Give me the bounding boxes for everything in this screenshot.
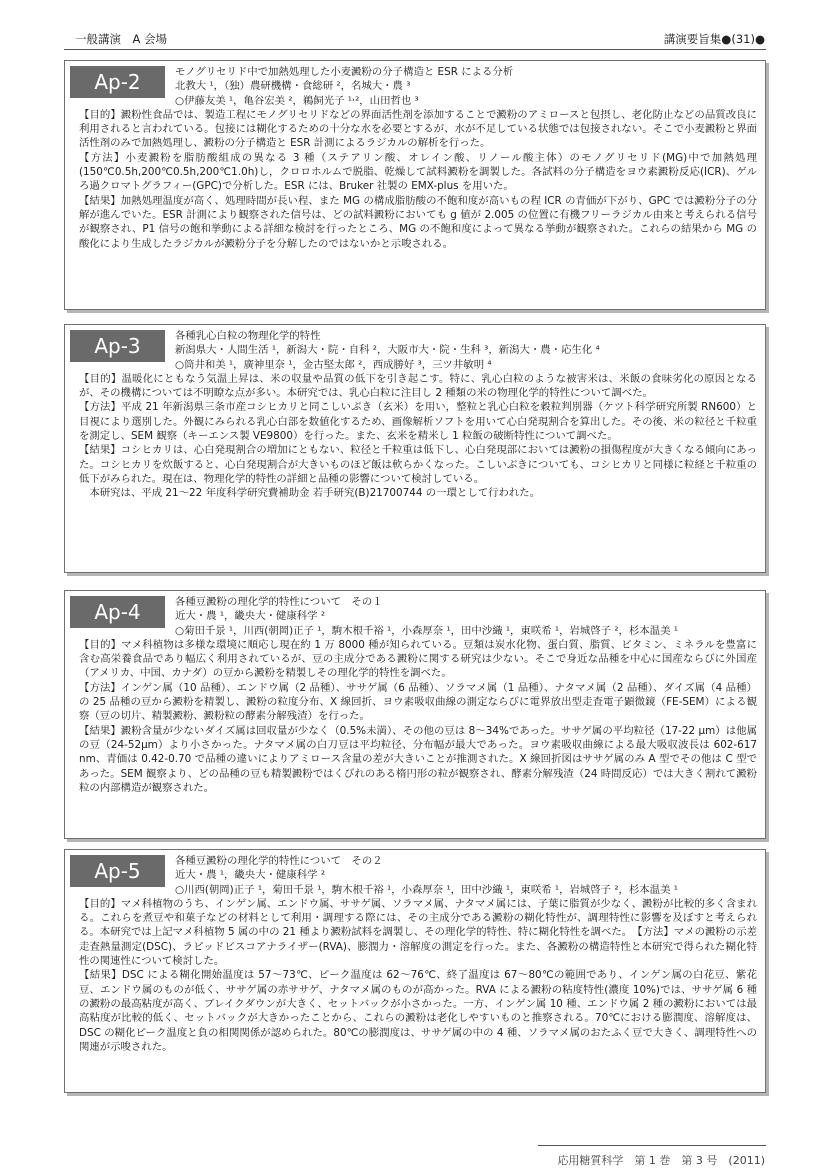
abstract-affiliations: 近大・農 ¹，畿央大・健康科学 ² [175, 869, 326, 882]
header-session: 一般講演 A 会場 [75, 32, 168, 46]
abstract-purpose-methods: 【目的】マメ科植物のうち、インゲン属、エンドウ属、ササゲ属、ソラマメ属、ナタマメ属には、子葉に脂質が少なく、澱粉が比較的多く含まれる。これらを煮豆や和菓子などの材料として利用・調理する際には、その主成分である澱粉の糊化特性が、調理特性に影響を及ぼすと考えられる。本研究では上記マメ科植物 5 属の中の 21 種より澱粉試料を調製し、その理化学的特性、特に糊化特性を調べた。 【方法】マメの澱粉の示差走査熱量測定(DSC)、ラピッドビスコアナライザー(RVA)、膨潤力・溶解度の測定を行った。また、各澱粉の構造特性と本研究で得られた糊化特性の関連性について検討した。 [79, 897, 757, 968]
abstract-authors: ○川西(朝岡)正子 ¹，菊田千景 ¹，駒木根千裕 ¹，小森厚奈 ¹，田中沙織 ¹，東咲希 ¹，岩城啓子 ²，杉本温美 ¹ [175, 883, 678, 896]
abstract-purpose: 【目的】澱粉性食品では、製造工程にモノグリセリドなどの界面活性剤を添加することで澱粉のアミロースと包摂し、老化防止などの品質改良に利用されると言われている。包接には糊化するための十分な水を必要とするが、水が不足している状態では包接されない。そこで小麦澱粉と界面活性剤のみで加熱処理し、澱粉の分子構造と ESR 計測によるラジカルの解析を行った。 [79, 108, 757, 150]
abstract-code: Ap-4 [70, 596, 165, 628]
abstract-card-ap5 [64, 849, 766, 1093]
abstract-card-ap3 [64, 324, 766, 573]
header-page-label: 講演要旨集●(31)● [663, 32, 765, 46]
abstract-results: 【結果】コシヒカリは、心白発現割合の増加にともない、粒径と千粒重は低下し、心白発現部においては澱粉の損傷程度が大きくなる傾向にあった。コシヒカリを炊飯すると、心白発現割合が大きいものほど飯は軟らかくなった。こしいぶきについても、コシヒカリと同様に粒経と千粒重の低下がみられた。現在は、物理化学的特性の詳細と品種の影響について検討している。 [79, 444, 757, 485]
abstract-methods: 【方法】小麦澱粉を脂肪酸組成の異なる 3 種（ステアリン酸、オレイン酸、リノール酸主体）のモノグリセリド(MG)中で加熱処理(150℃0.5h,200℃0.5h,200℃1.0h)し，クロロホルムで脱脂、乾燥して試料澱粉を調製した。各試料の分子構造をヨウ素澱粉反応(ICR)、ゲルろ過クロマトグラフィー(GPC)で分析した。ESR には、Bruker 社製の EMX-plus を用いた。 [79, 151, 757, 193]
abstract-title: 各種豆澱粉の理化学的特性について その２ [175, 855, 383, 867]
footer-rule [538, 1145, 766, 1146]
abstract-results: 【結果】加熱処理温度が高く、処理時間が長い程、また MG の構成脂肪酸の不飽和度が高いもの程 ICR の青価が下がり、GPC では澱粉分子の分解が進んでいた。ESR 計測により観察された信号は、どの試料澱粉においても g 値が 2.005 の位置に有機フリーラジカル由来と考えられる信号が観察され、P1 信号の飽和挙動による詳細な検討を行ったところ、MG の不飽和度によって異なる挙動が観察された。これらの結果から MG の酸化により生成したラジカルが澱粉分子を分解したのではないかと示唆される。 [79, 194, 757, 250]
abstract-affiliations: 新潟県大・人間生活 ¹，新潟大・院・自科 ²，大阪市大・院・生科 ³，新潟大・農・応生化 ⁴ [175, 344, 600, 357]
abstract-acknowledgement: 本研究は、平成 21～22 年度科学研究費補助金 若手研究(B)21700744 の一環として行われた。 [89, 487, 541, 500]
abstract-code: Ap-2 [70, 66, 165, 98]
header-rule [64, 49, 766, 50]
abstract-card-ap4 [64, 590, 766, 839]
abstract-title: モノグリセリド中で加熱処理した小麦澱粉の分子構造と ESR による分析 [175, 66, 514, 78]
abstract-authors: ○菊田千景 ¹，川西(朝岡)正子 ¹，駒木根千裕 ¹，小森厚奈 ¹，田中沙織 ¹，東咲希 ¹，岩城啓子 ²，杉本温美 ¹ [175, 624, 678, 637]
abstract-title: 各種乳心白粒の物理化学的特性 [175, 330, 321, 342]
abstract-title: 各種豆澱粉の理化学的特性について その１ [175, 596, 383, 608]
footer-journal: 応用糖質科学 第 1 巻 第 3 号 (2011) [557, 1154, 765, 1167]
abstract-card-ap2 [64, 60, 766, 310]
abstract-code: Ap-3 [70, 330, 165, 362]
abstract-methods: 【方法】インゲン属（10 品種）、エンドウ属（2 品種）、ササゲ属（6 品種）、ソラマメ属（1 品種）、ナタマメ属（2 品種）、ダイズ属（4 品種）の 25 品種の豆から澱粉を精製し、澱粉の粒度分布、X 線回折、ヨウ素吸収曲線の測定ならびに電界放出型走査電子顕微鏡（FE-SEM）による観察（豆の切片、精製澱粉、澱粉粒の酵素分解残渣）を行った。 [79, 681, 757, 723]
abstract-affiliations: 北教大 ¹，（独）農研機構・食総研 ²，名城大・農 ³ [175, 80, 411, 93]
abstract-methods: 【方法】平成 21 年新潟県三条市産コシヒカリと同こしいぶき（玄米）を用い，整粒と乳心白粒を穀粒判別器（ケツト科学研究所製 RN600）と目視により選別した。外観にみられる乳心白部を数値化するため、画像解析ソフトを用いて心白発現割合を算出した。その後、米の粒径と千粒重を測定し、SEM 観察（キーエンス製 VE9800）を行った。また、玄米を精米し 1 粒飯の破断特性について調べた。 [79, 401, 757, 443]
abstract-purpose: 【目的】温暖化にともなう気温上昇は、米の収量や品質の低下を引き起こす。特に、乳心白粒のような被害米は、米飯の食味劣化の原因となるが、その機構については不明瞭な点が多い。本研究では、乳心白粒に注目し 2 種類の米の物理化学的特性について調べた。 [79, 372, 757, 400]
abstract-results: 【結果】DSC による糊化開始温度は 57～73℃、ピーク温度は 62～76℃、終了温度は 67～80℃の範囲であり、インゲン属の白花豆、紫花豆、エンドウ属のものが低く、ササゲ属の赤ササゲ、ナタマメ属のものが高かった。RVA による澱粉の粘度特性(濃度 10%)では、ササゲ属 6 種の澱粉の最高粘度が高く、ブレイクダウンが大きく、セットバックが小さかった。一方、インゲン属 10 種、エンドウ属 2 種の澱粉においては最高粘度が比較的低く、セットバックが大きかったことから、これらの澱粉は老化しやすいものと推察される。70℃における膨潤度、溶解度は、DSC の糊化ピーク温度と負の相関関係が認められた。80℃の膨潤度は、ササゲ属の中の 4 種、ソラマメ属のおたふく豆で大きく、調理特性への関連が示唆された。 [79, 969, 757, 1053]
abstract-authors: ○伊藤友美 ¹，亀谷宏美 ²，鵜飼光子 ¹˒²，山田哲也 ³ [175, 94, 419, 107]
abstract-affiliations: 近大・農 ¹，畿央大・健康科学 ² [175, 610, 326, 623]
abstract-authors: ○筒井和美 ¹，廣神里奈 ¹，金古堅太郎 ²，西成勝好 ³，三ツ井敏明 ⁴ [175, 358, 492, 371]
abstract-code: Ap-5 [70, 855, 165, 887]
abstract-purpose: 【目的】マメ科植物は多様な環境に順応し現在約 1 万 8000 種が知られている。豆類は炭水化物、蛋白質、脂質、ビタミン、ミネラルを豊富に含む高栄養食品であり幅広く利用されているが、豆の主成分である澱粉に関する研究は少ない。そこで身近な品種を中心に国産ならびに外国産（アメリカ、中国、カナダ）の豆から澱粉を精製しその理化学的特性を調べた。 [79, 638, 757, 680]
abstract-results: 【結果】澱粉含量が少ないダイズ属は回収量が少なく（0.5%未満）、その他の豆は 8～34%であった。ササゲ属の平均粒径（17-22 μm）は他属の豆（24-52μm）より小さかった。ナタマメ属の白刀豆は平均粒径、分布幅が最大であった。ヨウ素吸収曲線による最大吸収波長は 602-617 nm、青価は 0.42-0.70 で品種の違いによりアミロース含量の差が大きいことが推測された。X 線回折図はササゲ属のみ A 型でその他は C 型であった。SEM 観察より、どの品種の豆も精製澱粉ではくびれのある楕円形の粒が観察され、酵素分解残渣（24 時間反応）では大きく割れて澱粉粒の内部構造が観察された。 [79, 724, 757, 794]
